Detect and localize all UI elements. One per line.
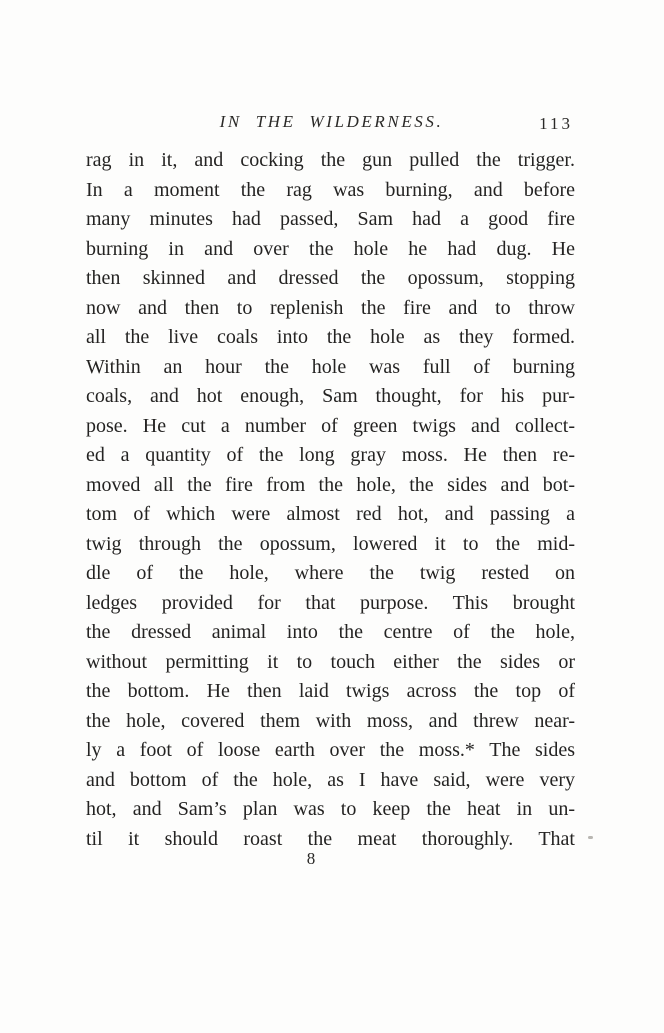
- text-line: dle of the hole, where the twig rested on: [86, 562, 575, 584]
- text-line: the hole, covered them with moss, and threw near-: [86, 709, 575, 732]
- text-line: ledges provided for that purpose. This brought: [86, 591, 575, 614]
- text-line: coals, and hot enough, Sam thought, for his pur-: [86, 385, 575, 407]
- text-line: many minutes had passed, Sam had a good fire: [86, 208, 575, 230]
- text-line: now and then to replenish the fire and to throw: [86, 296, 575, 319]
- scan-speck: [588, 836, 593, 839]
- page-number: 113: [539, 114, 573, 133]
- page-body: [86, 146, 575, 854]
- text-line: without permitting it to touch either the sides or: [86, 650, 575, 673]
- text-line: and bottom of the hole, as I have said, were very: [86, 768, 575, 791]
- text-line: moved all the fire from the hole, the sides and bot-: [86, 473, 575, 496]
- text-line: the bottom. He then laid twigs across the top of: [86, 680, 575, 702]
- text-line: ly a foot of loose earth over the moss.* The sides: [86, 739, 575, 761]
- text-line: all the live coals into the hole as they formed.: [86, 326, 575, 348]
- text-line: Within an hour the hole was full of burning: [86, 355, 575, 378]
- text-line: hot, and Sam’s plan was to keep the heat in un-: [86, 798, 575, 820]
- text-line: tom of which were almost red hot, and passing a: [86, 503, 575, 525]
- text-line: burning in and over the hole he had dug. He: [86, 237, 575, 260]
- text-line: In a moment the rag was burning, and before: [86, 178, 575, 201]
- page-header: [88, 112, 575, 138]
- text-line: rag in it, and cocking the gun pulled the trigger.: [86, 149, 575, 171]
- text-line: then skinned and dressed the opossum, stopping: [86, 267, 575, 289]
- text-line: pose. He cut a number of green twigs and collect-: [86, 414, 575, 437]
- running-head: IN THE WILDERNESS.: [219, 112, 444, 131]
- text-line: til it should roast the meat thoroughly. That: [86, 827, 575, 850]
- text-line: ed a quantity of the long gray moss. He then re-: [86, 444, 575, 466]
- signature-mark: 8: [306, 849, 316, 868]
- text-line: twig through the opossum, lowered it to the mid-: [86, 532, 575, 555]
- text-line: the dressed animal into the centre of the hole,: [86, 621, 575, 643]
